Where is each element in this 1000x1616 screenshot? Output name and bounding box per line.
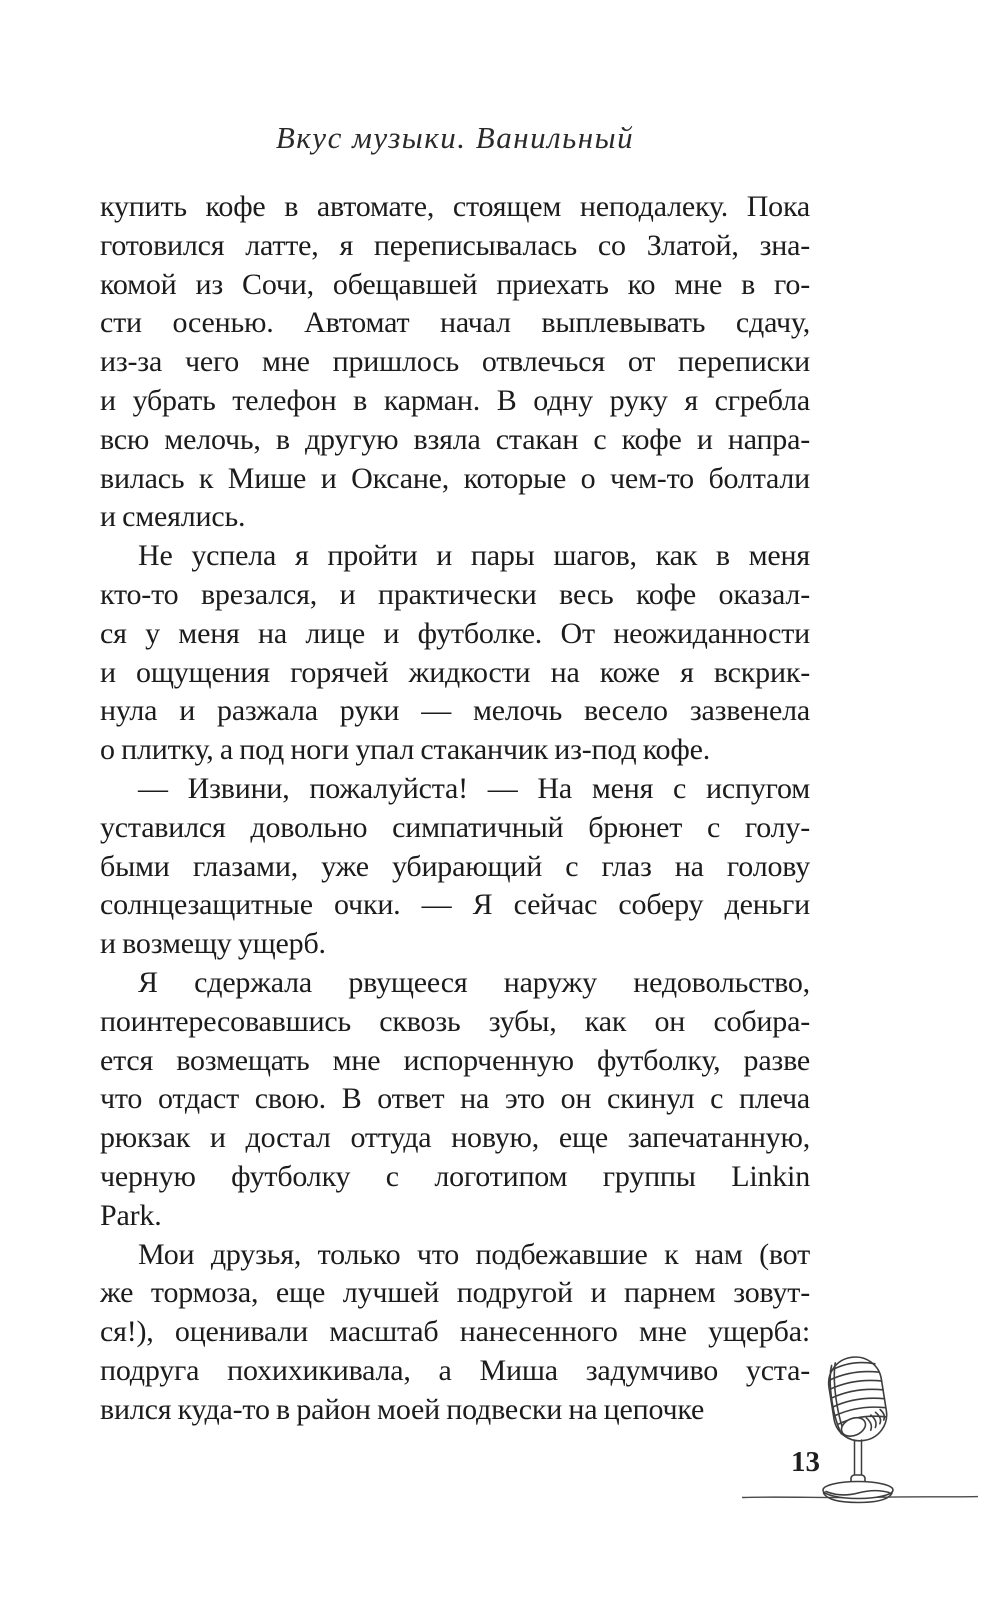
body-text bbox=[100, 188, 810, 1430]
text-line: же тормоза, еще лучшей подругой и парнем зовут- bbox=[100, 1276, 810, 1310]
text-line: Мои друзья, только что подбежавшие к нам (вот bbox=[138, 1237, 810, 1271]
text-line: вилась к Мише и Оксане, которые о чем-то болтали bbox=[100, 461, 810, 495]
text-line: нула и разжала руки — мелочь весело зазвенела bbox=[100, 694, 810, 728]
text-line: рюкзак и достал оттуда новую, еще запечатанную, bbox=[100, 1121, 810, 1155]
text-line: ся у меня на лице и футболке. От неожиданности bbox=[100, 616, 810, 650]
text-line: сти осенью. Автомат начал выплевывать сдачу, bbox=[100, 306, 810, 340]
text-line: уставился довольно симпатичный брюнет с голу- bbox=[100, 810, 810, 844]
text-line: всю мелочь, в другую взяла стакан с кофе и напра- bbox=[100, 422, 810, 456]
text-line: ся!), оценивали масштаб нанесенного мне ущерба: bbox=[100, 1315, 810, 1349]
text-line: и смеялись. bbox=[100, 500, 246, 534]
text-line: и убрать телефон в карман. В одну руку я сгребла bbox=[100, 383, 810, 417]
running-header: Вкус музыки. Ванильный bbox=[275, 120, 635, 155]
text-line: что отдаст свою. В ответ на это он скинул с плеча bbox=[100, 1082, 810, 1116]
text-line: Не успела я пройти и пары шагов, как в меня bbox=[138, 539, 810, 573]
text-line: купить кофе в автомате, стоящем неподалеку. Пока bbox=[100, 190, 810, 223]
text-line: быми глазами, уже убирающий с глаз на голову bbox=[100, 849, 810, 883]
text-line: Park. bbox=[100, 1198, 162, 1232]
text-line: — Извини, пожалуйста! — На меня с испугом bbox=[138, 771, 810, 805]
text-line: подруга похихикивала, а Миша задумчиво уста- bbox=[100, 1353, 810, 1387]
text-line: из-за чего мне пришлось отвлечься от переписки bbox=[100, 345, 810, 379]
text-line: комой из Сочи, обещавшей приехать ко мне в го- bbox=[100, 267, 810, 301]
text-line: готовился латте, я переписывалась со Златой, зна- bbox=[100, 228, 810, 262]
text-line: солнцезащитные очки. — Я сейчас соберу деньги bbox=[100, 888, 810, 922]
text-line: Я сдержала рвущееся наружу недовольство, bbox=[138, 965, 810, 999]
text-line: и ощущения горячей жидкости на коже я вскрик- bbox=[100, 655, 810, 689]
text-line: поинтересовавшись сквозь зубы, как он собира- bbox=[100, 1004, 810, 1038]
microphone-icon bbox=[810, 1282, 902, 1508]
text-line: кто-то врезался, и практически весь кофе оказал- bbox=[100, 577, 810, 611]
text-line: о плитку, а под ноги упал стаканчик из-под кофе. bbox=[100, 733, 710, 767]
text-line: ется возмещать мне испорченную футболку, разве bbox=[100, 1043, 810, 1077]
text-line: и возмещу ущерб. bbox=[100, 927, 326, 961]
text-line: вился куда-то в район моей подвески на цепочке bbox=[100, 1392, 705, 1426]
page-number: 13 bbox=[791, 1446, 820, 1478]
text-line: черную футболку с логотипом группы Linkin bbox=[100, 1159, 810, 1193]
